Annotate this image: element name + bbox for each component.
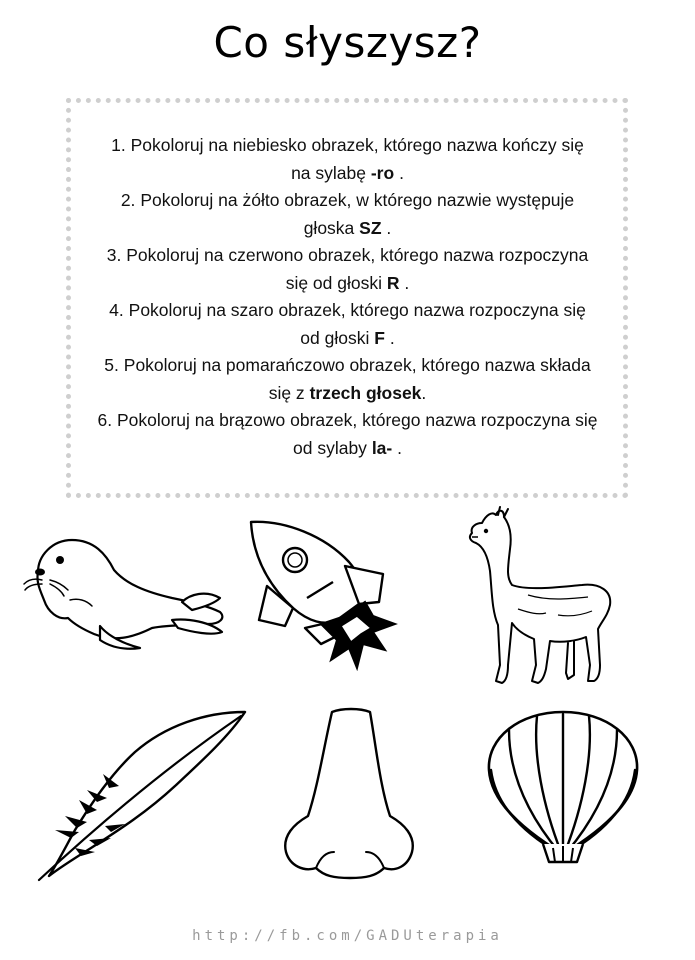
instruction-text: Pokoloruj na szaro obrazek, którego nazwa rozpoczyna się [128, 300, 586, 320]
instruction-text: Pokoloruj na brązowo obrazek, którego nazwa rozpoczyna się [116, 410, 598, 430]
instruction-item: 3. Pokoloruj na czerwono obrazek, którego nazwa rozpoczyna się od głoski R . [106, 245, 589, 293]
instruction-number: 2. [120, 190, 136, 210]
instruction-text-cont: od głoski [300, 327, 370, 348]
nose-icon [280, 706, 420, 881]
instruction-item: 6. Pokoloruj na brązowo obrazek, którego nazwa rozpoczyna się od sylaby la- . [97, 410, 598, 458]
shell-icon [483, 706, 643, 866]
feather-icon [35, 708, 250, 883]
instruction-text: Pokoloruj na czerwono obrazek, którego nazwa rozpoczyna [126, 245, 589, 265]
instruction-keyword: R [386, 272, 400, 293]
instruction-text: Pokoloruj na niebiesko obrazek, którego nazwa kończy się [130, 135, 584, 155]
instruction-keyword: trzech głosek [309, 382, 422, 403]
instruction-text: Pokoloruj na żółto obrazek, w którego nazwie występuje [140, 190, 575, 210]
instruction-number: 1. [111, 135, 126, 155]
instruction-text-cont: od sylaby [293, 437, 367, 458]
instruction-keyword: SZ [359, 217, 382, 238]
instruction-item: 5. Pokoloruj na pomarańczowo obrazek, którego nazwa składa się z trzech głosek. [104, 355, 591, 403]
instruction-keyword: F [374, 327, 385, 348]
instruction-text-cont: się od głoski [285, 272, 383, 293]
instruction-number: 3. [106, 245, 122, 265]
instruction-text-cont: głoska [303, 217, 355, 238]
instruction-text-cont: na sylabę [291, 162, 366, 183]
instruction-number: 4. [109, 300, 124, 320]
instruction-item: 2. Pokoloruj na żółto obrazek, w którego nazwie występuje głoska SZ . [120, 190, 575, 238]
instruction-item: 4. Pokoloruj na szaro obrazek, którego nazwa rozpoczyna się od głoski F . [109, 300, 586, 348]
instruction-keyword: -ro [370, 162, 395, 183]
seal-icon [22, 528, 227, 653]
footer-url: http://fb.com/GADUterapia [192, 928, 503, 944]
instruction-number: 5. [104, 355, 119, 375]
rocket-icon [245, 516, 405, 671]
instruction-text: Pokoloruj na pomarańczowo obrazek, którego nazwa składa [123, 355, 591, 375]
instruction-keyword: la- [371, 437, 393, 458]
page-title: Co słyszysz? [213, 18, 482, 67]
llama-icon [458, 505, 628, 690]
instruction-number: 6. [97, 410, 113, 430]
instruction-item: 1. Pokoloruj na niebiesko obrazek, którego nazwa kończy się na sylabę -ro . [111, 135, 584, 183]
instructions-list [72, 132, 623, 462]
instruction-text-cont: się z [268, 382, 305, 403]
